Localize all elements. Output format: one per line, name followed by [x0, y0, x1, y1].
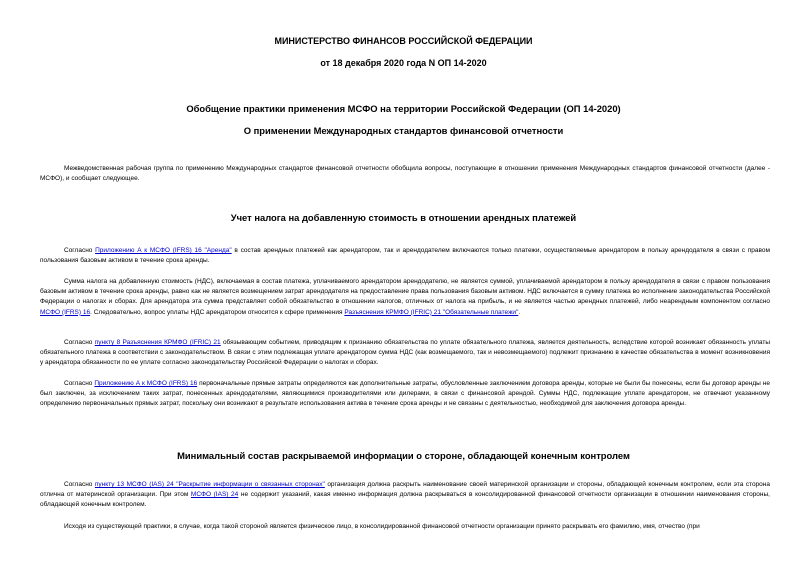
paragraph — [40, 379, 770, 410]
link-ias24-paragraph-13[interactable]: пункту 13 МСФО (IAS) 24 "Раскрытие информации о связанных сторонах" — [94, 481, 325, 488]
paragraph-text: Согласно — [64, 339, 95, 346]
paragraph-text: не содержит указаний, какая именно информация должна раскрываться в консолидированной финансовой отчетности организации в отношении наименования стороны, обладающей конечным контролем. — [40, 491, 770, 509]
paragraph-text: . Следовательно, вопрос уплаты НДС арендатором относится к сфере применения — [90, 308, 345, 316]
link-ifrs16[interactable]: МСФО (IFRS) 16 — [40, 308, 91, 316]
paragraph-text: Согласно — [64, 380, 95, 387]
paragraph — [40, 338, 770, 369]
paragraph — [40, 246, 770, 266]
document-subtitle: О применении Международных стандартов финансовой отчетности — [243, 125, 564, 136]
paragraph: Исходя из существующей практики, в случае, когда такой стороной является физическое лицо, в консолидированной финансовой отчетности организации принято раскрывать его фамилию, имя, отчество (при — [64, 523, 700, 530]
paragraph-text: Сумма налога на добавленную стоимость (НДС), включаемая в состав платежа, уплачиваемого арендатором арендодателю, не является суммой, уплачиваемой арендатором в пользу арендодателя в связи с правом пользования базовым активом в течение срока аренды, равно как не является возмещением затрат арендодателя на предоставление права пользования базовым активом. НДС включается в сумму платежа во исполнение законодательства Российской Федерации о налогах и сборах. Для арендатора эта сумма представляет собой обязательство в отношении налогов, отличных от налога на прибыль, и не является частью арендных платежей, либо неарендным компонентом согласно — [40, 278, 770, 306]
document-title: Обобщение практики применения МСФО на территории Российской Федерации (ОП 14-2020) — [186, 103, 621, 114]
link-ifrs16-appendix-a[interactable]: Приложению А к МСФО (IFRS) 16 "Аренда" — [95, 247, 232, 254]
paragraph — [40, 277, 770, 318]
section-title-control: Минимальный состав раскрываемой информации о стороне, обладающей конечным контролем — [177, 450, 630, 461]
paragraph-text: . — [518, 308, 521, 316]
paragraph-text: Согласно — [64, 481, 95, 488]
paragraph-text: обязывающим событием, приводящим к признанию обязательства по уплате обязательного платежа, является деятельность, вследствие которой возникает обязанность уплаты обязательного платежа в соответствии с законодательством. В связи с этим подлежащая уплате арендатором сумма НДС (как возмещаемого, так и невозмещаемого) подлежит признанию в качестве обязательства в момент возникновения у арендатора обязанности по ее уплате согласно законодательству Российской Федерации о налогах и сборах. — [40, 339, 770, 367]
link-ifrs16-appendix-a-2[interactable]: Приложению А к МСФО (IFRS) 16 — [94, 380, 198, 387]
paragraph — [40, 480, 770, 511]
link-ifric21[interactable]: Разъяснения КРМФО (IFRIC) 21 "Обязательные платежи" — [344, 308, 519, 316]
link-ias24[interactable]: МСФО (IAS) 24 — [190, 491, 239, 499]
paragraph-text: Согласно — [64, 247, 96, 254]
link-ifric21-paragraph-8[interactable]: пункту 8 Разъяснения КРМФО (IFRIC) 21 — [94, 339, 221, 346]
paragraph-text: организация должна раскрыть наименование своей материнской организации и стороны, обладающей конечным контролем, если эта сторона отлична от материнской организации. При этом — [40, 481, 770, 499]
intro-paragraph: Межведомственная рабочая группа по применению Международных стандартов финансовой отчетности обобщила вопросы, поступающие в отношении применения Международных стандартов финансовой отчетности (далее - МСФО), и сообщает следующее. — [40, 165, 770, 183]
paragraph-text: первоначальные прямые затраты определяются как дополнительные затраты, обусловленные заключением договора аренды, которые не были бы понесены, если бы договор аренды не был заключен, за исключением таких затрат, понесенных арендодателями, являющимися производителями или дилерами, в связи с финансовой арендой. Суммы НДС, подлежащие уплате арендатором, не отвечают указанному определению первоначальных прямых затрат, поскольку они возникают в результате использования актива в течение срока аренды и не связаны с деятельностью, необходимой для заключения договора аренды. — [40, 380, 770, 408]
paragraph-text: в состав арендных платежей как арендатором, так и арендодателем включаются только платежи, осуществляемые арендатором в пользу арендодателя в связи с правом пользования базовым активом в течение срока аренды. — [40, 247, 770, 265]
section-title-vat: Учет налога на добавленную стоимость в отношении арендных платежей — [230, 212, 577, 223]
ministry-heading: МИНИСТЕРСТВО ФИНАНСОВ РОССИЙСКОЙ ФЕДЕРАЦИИ — [274, 36, 533, 46]
document-date-number: от 18 декабря 2020 года N ОП 14-2020 — [320, 58, 487, 68]
